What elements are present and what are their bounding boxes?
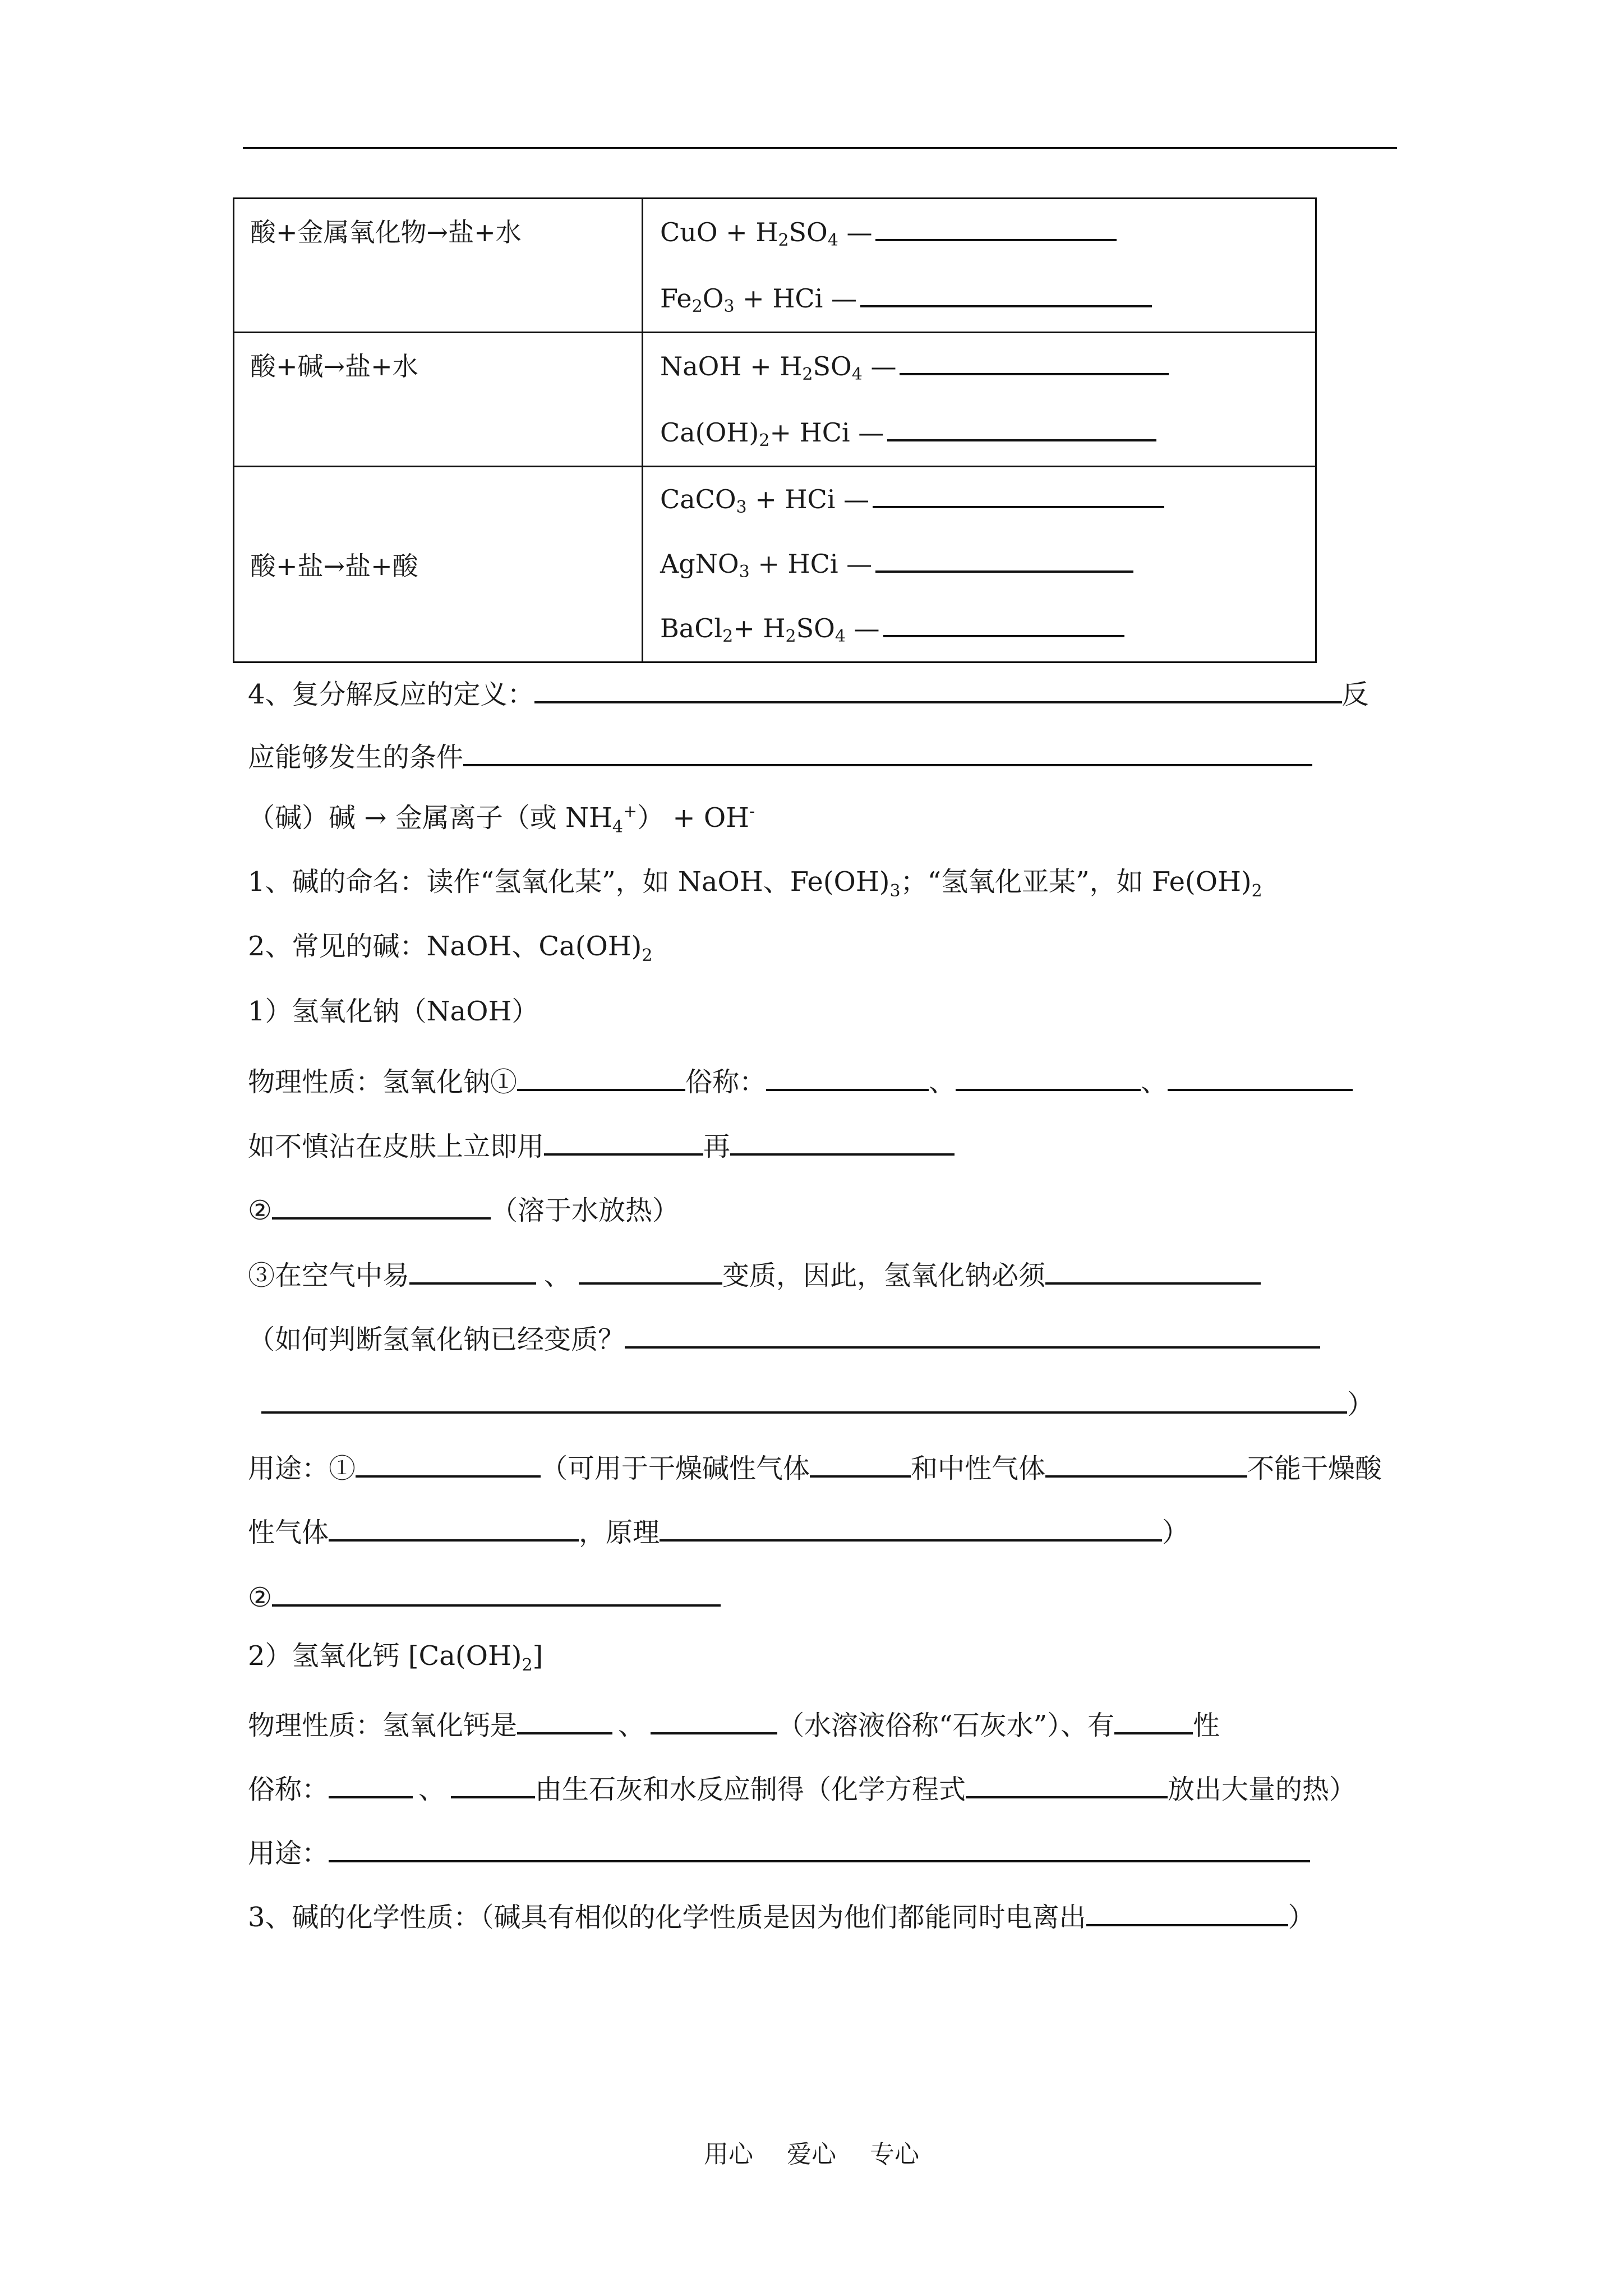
equation-line: AgNO$_3$ + HCi — [660, 532, 1315, 596]
text-line: （如何判断氢氧化钠已经变质？ [248, 1317, 1320, 1356]
reaction-table [233, 197, 1317, 663]
answer-blank[interactable] [272, 1188, 491, 1220]
answer-blank[interactable] [517, 1060, 685, 1091]
equation-cell [643, 467, 1316, 662]
page-footer [0, 2134, 1623, 2170]
text-line: 1、碱的命名：读作“氢氧化某”，如 NaOH、$Fe(OH)_3$；“氢氧化亚某”，如 $Fe(OH)_2$ [248, 866, 1262, 901]
answer-blank[interactable] [356, 1446, 541, 1478]
answer-blank[interactable] [534, 672, 1342, 703]
equation-line: $Fe_2O_3$ + HCi — [660, 265, 1315, 332]
text-line: 如不慎沾在皮肤上立即用 再 [248, 1124, 955, 1163]
text-line: ③在空气中易 、 变质，因此，氢氧化钠必须 [248, 1253, 1261, 1292]
answer-blank[interactable] [261, 1382, 1347, 1414]
text-line: 用途： [248, 1831, 1310, 1870]
footer-text: 爱心 [787, 2140, 836, 2169]
footer-text: 用心 [704, 2140, 753, 2169]
answer-blank[interactable] [900, 341, 1169, 375]
text-line: 物理性质：氢氧化钠① 俗称： 、 、 [248, 1060, 1353, 1099]
answer-blank[interactable] [544, 1124, 703, 1156]
answer-blank[interactable] [651, 1703, 777, 1734]
equation-line: CaCO$_3$ + HCi — [660, 467, 1315, 532]
answer-blank[interactable] [463, 735, 1312, 766]
footer-text: 专心 [870, 2140, 919, 2169]
answer-blank[interactable] [956, 1060, 1141, 1091]
section-heading: 1）氢氧化钠（NaOH） [248, 996, 539, 1027]
answer-blank[interactable] [810, 1446, 911, 1478]
section-heading: 2）氢氧化钙 $[Ca(OH)_2]$ [248, 1640, 543, 1675]
header-rule [243, 147, 1397, 149]
answer-blank[interactable] [329, 1510, 579, 1542]
table-row [234, 199, 1316, 333]
answer-blank[interactable] [1045, 1446, 1247, 1478]
answer-blank[interactable] [875, 206, 1117, 241]
answer-blank[interactable] [272, 1575, 721, 1607]
reaction-type-label: 酸+金属氧化物→盐+水 [234, 199, 643, 333]
answer-blank[interactable] [625, 1317, 1320, 1349]
text-line: 用途：① （可用于干燥碱性气体 和中性气体 不能干燥酸 [248, 1446, 1382, 1485]
answer-blank[interactable] [873, 473, 1164, 508]
answer-blank[interactable] [730, 1124, 955, 1156]
answer-blank[interactable] [451, 1767, 535, 1798]
text-line: ② [248, 1575, 721, 1614]
answer-blank[interactable] [660, 1510, 1162, 1542]
answer-blank[interactable] [860, 273, 1152, 307]
text-line: （碱）碱 → 金属离子（或 $NH_4^+) + OH^-$ [248, 802, 755, 837]
answer-blank[interactable] [883, 602, 1124, 637]
reaction-type-label: 酸+盐→盐+酸 [234, 467, 643, 662]
text-line: ） [261, 1382, 1374, 1421]
answer-blank[interactable] [1045, 1253, 1261, 1285]
equation-line: NaOH + $H_2SO_4$ — [660, 333, 1315, 399]
answer-blank[interactable] [766, 1060, 929, 1091]
equation-line: CuO + $H_2SO_4$ — [660, 199, 1315, 265]
text-line: 物理性质：氢氧化钙是 、 （水溶液俗称“石灰水”）、有 性 [248, 1703, 1220, 1742]
answer-blank[interactable] [1114, 1703, 1193, 1734]
equation-line: $Ca(OH)_2+$ HCi — [660, 399, 1315, 466]
answer-blank[interactable] [875, 538, 1133, 573]
answer-blank[interactable] [517, 1703, 612, 1734]
answer-blank[interactable] [1168, 1060, 1353, 1091]
equation-line: BaCl$_2$+ $H_2SO_4$ — [660, 596, 1315, 661]
text-line: ② （溶于水放热） [248, 1188, 679, 1227]
answer-blank[interactable] [1086, 1895, 1288, 1926]
text-line: 2、常见的碱：NaOH、$Ca(OH)_2$ [248, 931, 653, 965]
text-line: 3、碱的化学性质：（碱具有相似的化学性质是因为他们都能同时电离出 ） [248, 1895, 1315, 1934]
answer-blank[interactable] [966, 1767, 1168, 1798]
answer-blank[interactable] [329, 1767, 413, 1798]
table-row [234, 467, 1316, 662]
answer-blank[interactable] [329, 1831, 1310, 1862]
text-line: 4、复分解反应的定义： 反 [248, 672, 1369, 711]
answer-blank[interactable] [887, 407, 1156, 441]
answer-blank[interactable] [409, 1253, 536, 1285]
equation-cell [643, 199, 1316, 333]
text-line: 性气体 ，原理 ） [248, 1510, 1189, 1549]
reaction-type-label: 酸+碱→盐+水 [234, 333, 643, 467]
text-line: 俗称： 、 由生石灰和水反应制得（化学方程式 放出大量的热） [248, 1767, 1356, 1806]
table-row [234, 333, 1316, 467]
equation-cell [643, 333, 1316, 467]
answer-blank[interactable] [579, 1253, 722, 1285]
text-line: 应能够发生的条件 [248, 735, 1312, 774]
